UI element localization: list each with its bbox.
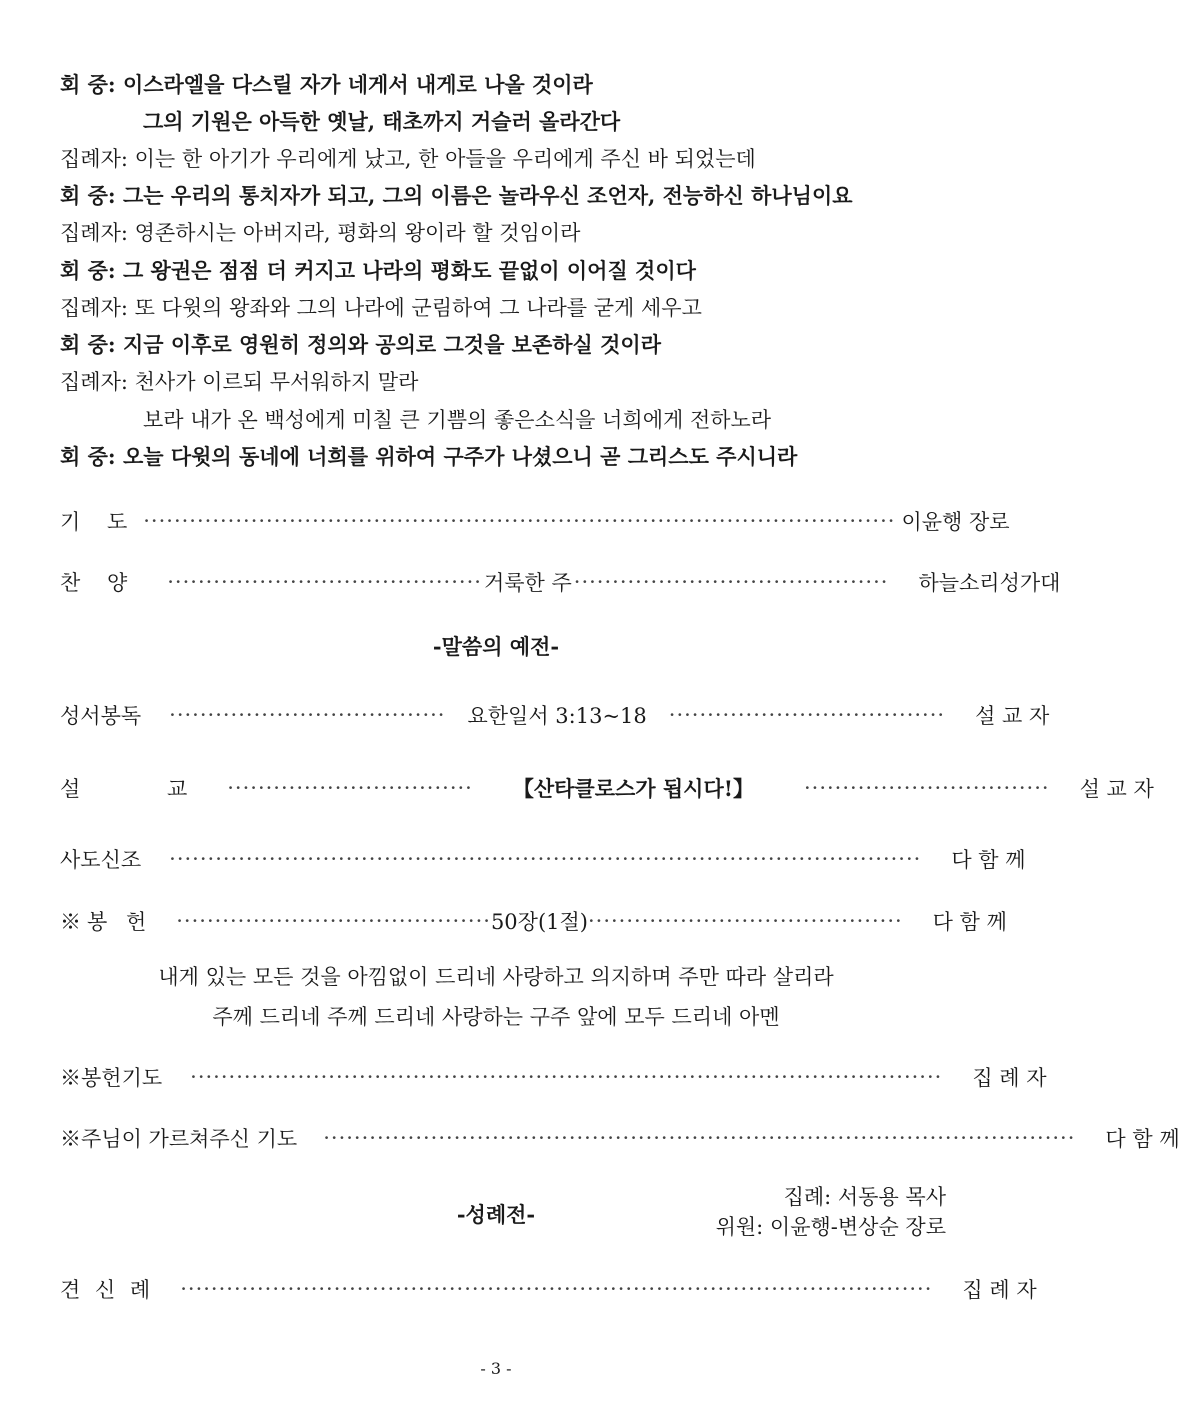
order-lords-prayer: [60, 1122, 1180, 1154]
anthem-choir: 하늘소리성가대: [918, 571, 1061, 595]
order-prayer: [60, 505, 1010, 537]
creed-label: 사도신조: [60, 848, 142, 872]
order-reading: [60, 699, 1050, 731]
offering-prayer-label: ※봉헌기도: [60, 1066, 163, 1090]
reading-label: 성서봉독: [60, 704, 142, 728]
reading-line-7: 집례자: 또 다윗의 왕좌와 그의 나라에 군림하여 그 나라를 굳게 세우고: [60, 296, 702, 320]
sermon-title: 【산타클로스가 됩시다!】: [512, 776, 754, 801]
oath-label: 견 신 례: [60, 1278, 155, 1302]
reading-leader: 설 교 자: [975, 704, 1050, 728]
reading-line-3: 집례자: 이는 한 아기가 우리에게 났고, 한 아들을 우리에게 주신 바 되었는데: [60, 147, 756, 171]
leader-dots: ································: [803, 776, 1050, 800]
leader-dots: ··································································································: [143, 509, 896, 533]
order-oath: [60, 1273, 1037, 1305]
leader-dots: ·········································: [587, 909, 903, 933]
order-anthem: [60, 566, 1061, 598]
reading-line-6: 회 중: 그 왕권은 점점 더 커지고 나라의 평화도 끝없이 이어질 것이다: [60, 258, 696, 283]
leader-dots: ··································································································: [190, 1065, 943, 1089]
prayer-label: 기 도: [60, 510, 138, 534]
anthem-label: 찬 양: [60, 571, 138, 595]
leader-dots: ····································: [169, 703, 446, 727]
reading-line-9: 집례자: 천사가 이르되 무서워하지 말라: [60, 370, 419, 394]
sacrament-officiants: [716, 1182, 946, 1242]
scripture-reference: 요한일서 3:13~18: [467, 704, 647, 728]
leader-dots: ·········································: [167, 570, 482, 594]
hymn-line-1: 내게 있는 모든 것을 아낌없이 드리네 사랑하고 의지하며 주만 따라 살리라: [158, 965, 834, 989]
officiant: 집례: 서동용 목사: [783, 1185, 946, 1209]
leader-dots: ································: [227, 776, 473, 800]
reading-line-1: 회 중: 이스라엘을 다스릴 자가 네게서 내게로 나올 것이라: [60, 72, 593, 97]
order-offering-prayer: [60, 1061, 1047, 1093]
leader-dots: ··································································································: [169, 847, 922, 871]
page-number: - 3 -: [480, 1359, 512, 1378]
order-sermon: [60, 772, 1154, 804]
order-offering: [60, 905, 1007, 937]
offering-leader: 다 함 께: [932, 910, 1007, 934]
lords-prayer-label: ※주님이 가르쳐주신 기도: [60, 1127, 298, 1151]
leader-dots: ·········································: [573, 570, 889, 594]
leader-dots: ····································: [668, 703, 946, 727]
lords-prayer-leader: 다 함 께: [1105, 1127, 1180, 1151]
oath-leader: 집 례 자: [962, 1278, 1037, 1302]
leader-dots: ··································································································: [180, 1277, 933, 1301]
reading-line-8: 회 중: 지금 이후로 영원히 정의와 공의로 그것을 보존하실 것이라: [60, 332, 661, 357]
reading-line-4: 회 중: 그는 우리의 통치자가 되고, 그의 이름은 놀라우신 조언자, 전능하신 하나님이요: [60, 183, 853, 208]
sermon-label: 설 교: [60, 777, 228, 801]
hymn-line-2: 주께 드리네 주께 드리네 사랑하는 구주 앞에 모두 드리네 아멘: [212, 1005, 780, 1029]
offering-label: ※봉 헌: [60, 910, 153, 934]
committee: 위원: 이윤행-변상순 장로: [715, 1215, 946, 1239]
creed-leader: 다 함 께: [951, 848, 1026, 872]
order-creed: [60, 843, 1026, 875]
offering-hymn: 50장(1절): [490, 910, 588, 934]
anthem-title: 거룩한 주: [483, 571, 572, 595]
offering-prayer-leader: 집 례 자: [972, 1066, 1047, 1090]
reading-line-5: 집례자: 영존하시는 아버지라, 평화의 왕이라 할 것임이라: [60, 221, 581, 245]
word-section-heading: -말씀의 예전-: [432, 634, 560, 659]
prayer-leader: 이윤행 장로: [901, 510, 1010, 534]
leader-dots: ··································································································: [323, 1126, 1076, 1150]
reading-line-10: 보라 내가 온 백성에게 미칠 큰 기쁨의 좋은소식을 너희에게 전하노라: [143, 408, 772, 432]
reading-line-2: 그의 기원은 아득한 옛날, 태초까지 거슬러 올라간다: [143, 109, 621, 134]
sacrament-section-heading: -성례전-: [456, 1202, 536, 1227]
sermon-leader: 설 교 자: [1079, 777, 1154, 801]
reading-line-11: 회 중: 오늘 다윗의 동네에 너희를 위하여 구주가 나셨으니 곧 그리스도 주시니라: [60, 444, 798, 469]
leader-dots: ·········································: [176, 909, 491, 933]
